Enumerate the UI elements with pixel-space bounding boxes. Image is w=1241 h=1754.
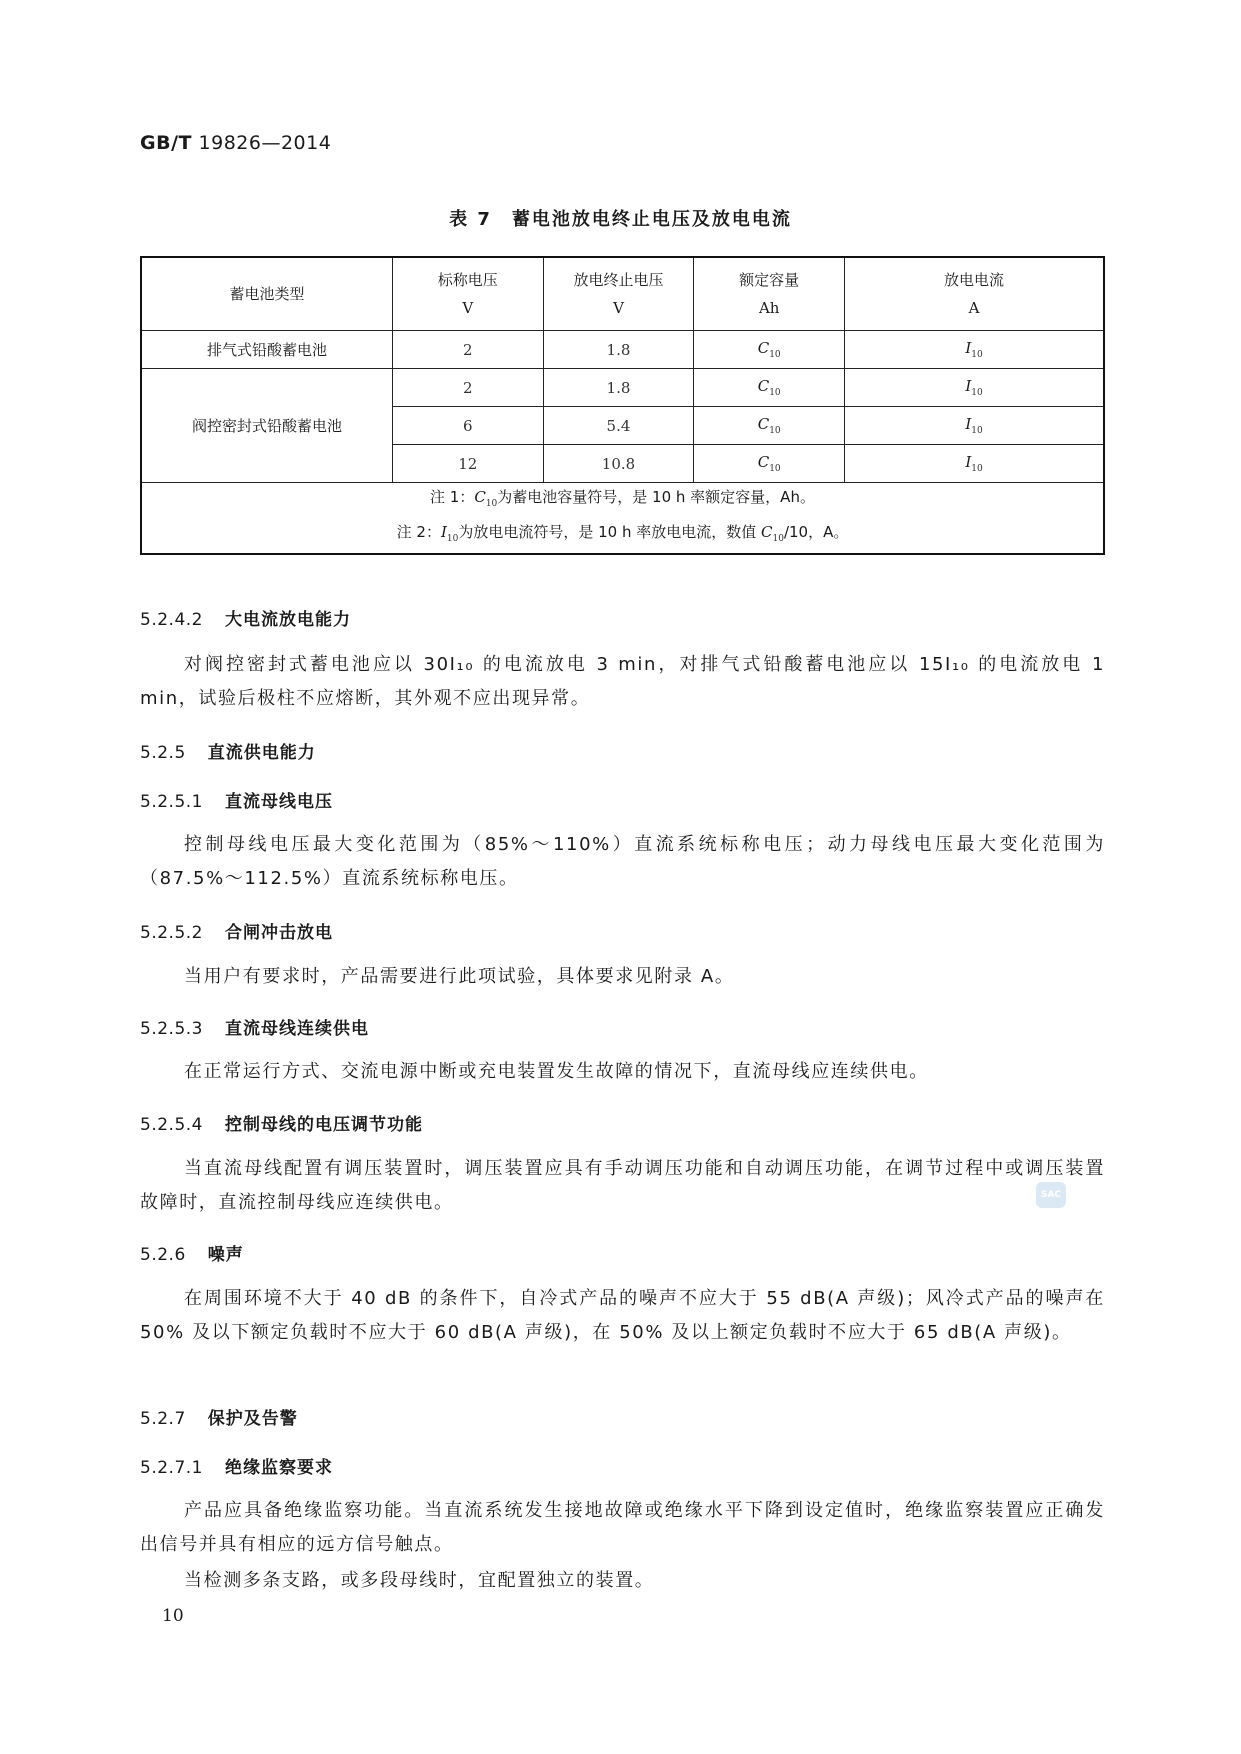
heading-5-2-5-2: 5.2.5.2 合闸冲击放电: [140, 923, 333, 943]
heading-5-2-6: 5.2.6 噪声: [140, 1245, 244, 1265]
cell-end: 5.4: [543, 407, 694, 445]
paragraph-5-2-5-1: 控制母线电压最大变化范围为（85%～110%）直流系统标称电压；动力母线电压最大变化范围为（87.5%～112.5%）直流系统标称电压。: [140, 834, 1105, 889]
heading-5-2-4-2: 5.2.4.2 大电流放电能力: [140, 610, 351, 630]
header-nominal-voltage: 标称电压 V: [392, 257, 543, 331]
heading-5-2-7: 5.2.7 保护及告警: [140, 1409, 298, 1429]
cell-end: 1.8: [543, 369, 694, 407]
header-discharge-current: 放电电流 A: [845, 257, 1104, 331]
table-title: 表 7 蓄电池放电终止电压及放电电流: [449, 209, 792, 230]
cell-current: $I_{10}$: [845, 407, 1104, 445]
table-notes: [141, 483, 1104, 555]
table-row: [141, 331, 1104, 369]
cell-capacity: $C_{10}$: [694, 369, 845, 407]
paragraph-5-2-5-4: 当直流母线配置有调压装置时，调压装置应具有手动调压功能和自动调压功能，在调节过程中或调压装置故障时，直流控制母线应连续供电。: [140, 1158, 1105, 1213]
cell-capacity: $C_{10}$: [694, 445, 845, 483]
sac-watermark-logo: SAC: [1036, 1182, 1066, 1208]
table-row: [141, 369, 1104, 407]
paragraph-5-2-7-1-b: 当检测多条支路，或多段母线时，宜配置独立的装置。: [184, 1570, 655, 1591]
cell-end: 10.8: [543, 445, 694, 483]
paragraph-5-2-5-2: 当用户有要求时，产品需要进行此项试验，具体要求见附录 A。: [184, 966, 735, 987]
table-header-row: [141, 257, 1104, 331]
cell-current: $I_{10}$: [845, 445, 1104, 483]
cell-capacity: $C_{10}$: [694, 331, 845, 369]
note-1: 注 1：$C_{10}$为蓄电池容量符号，是 10 h 率额定容量，Ah。: [430, 488, 815, 509]
cell-capacity: $C_{10}$: [694, 407, 845, 445]
heading-5-2-5-3: 5.2.5.3 直流母线连续供电: [140, 1019, 369, 1039]
cell-nominal: 12: [392, 445, 543, 483]
paragraph-5-2-6: 在周围环境不大于 40 dB 的条件下，自冷式产品的噪声不应大于 55 dB(A 声级)；风冷式产品的噪声在 50% 及以下额定负载时不应大于 60 dB(A 声级)，在 50% 及以上额定负载时不应大于 65 dB(A 声级)。: [140, 1288, 1105, 1343]
header-rated-capacity: 额定容量 Ah: [694, 257, 845, 331]
std-prefix: GB/T: [140, 132, 192, 154]
cell-current: $I_{10}$: [845, 369, 1104, 407]
cell-nominal: 6: [392, 407, 543, 445]
heading-5-2-5-1: 5.2.5.1 直流母线电压: [140, 792, 333, 812]
header-end-voltage: 放电终止电压 V: [543, 257, 694, 331]
std-number: 19826—2014: [198, 132, 332, 154]
page-number: 10: [162, 1606, 184, 1626]
note-2: 注 2：$I_{10}$为放电电流符号，是 10 h 率放电电流，数值 $C_{10}/10$，A。: [396, 523, 849, 544]
heading-5-2-5: 5.2.5 直流供电能力: [140, 743, 316, 763]
heading-5-2-5-4: 5.2.5.4 控制母线的电压调节功能: [140, 1115, 423, 1135]
cell-nominal: 2: [392, 369, 543, 407]
paragraph-5-2-7-1: 产品应具备绝缘监察功能。当直流系统发生接地故障或绝缘水平下降到设定值时，绝缘监察装置应正确发出信号并具有相应的远方信号触点。: [140, 1500, 1105, 1555]
battery-discharge-table: [140, 256, 1105, 555]
cell-nominal: 2: [392, 331, 543, 369]
paragraph-5-2-5-3: 在正常运行方式、交流电源中断或充电装置发生故障的情况下，直流母线应连续供电。: [184, 1061, 929, 1082]
standard-code: [140, 132, 331, 154]
table-notes-row: [141, 483, 1104, 555]
heading-5-2-7-1: 5.2.7.1 绝缘监察要求: [140, 1458, 333, 1478]
cell-type: 排气式铅酸蓄电池: [141, 331, 392, 369]
cell-type: 阀控密封式铅酸蓄电池: [141, 369, 392, 483]
cell-current: $I_{10}$: [845, 331, 1104, 369]
cell-end: 1.8: [543, 331, 694, 369]
header-battery-type: 蓄电池类型: [141, 257, 392, 331]
paragraph-5-2-4-2: 对阀控密封式蓄电池应以 30I₁₀ 的电流放电 3 min，对排气式铅酸蓄电池应以 15I₁₀ 的电流放电 1 min，试验后极柱不应熔断，其外观不应出现异常。: [140, 654, 1105, 709]
